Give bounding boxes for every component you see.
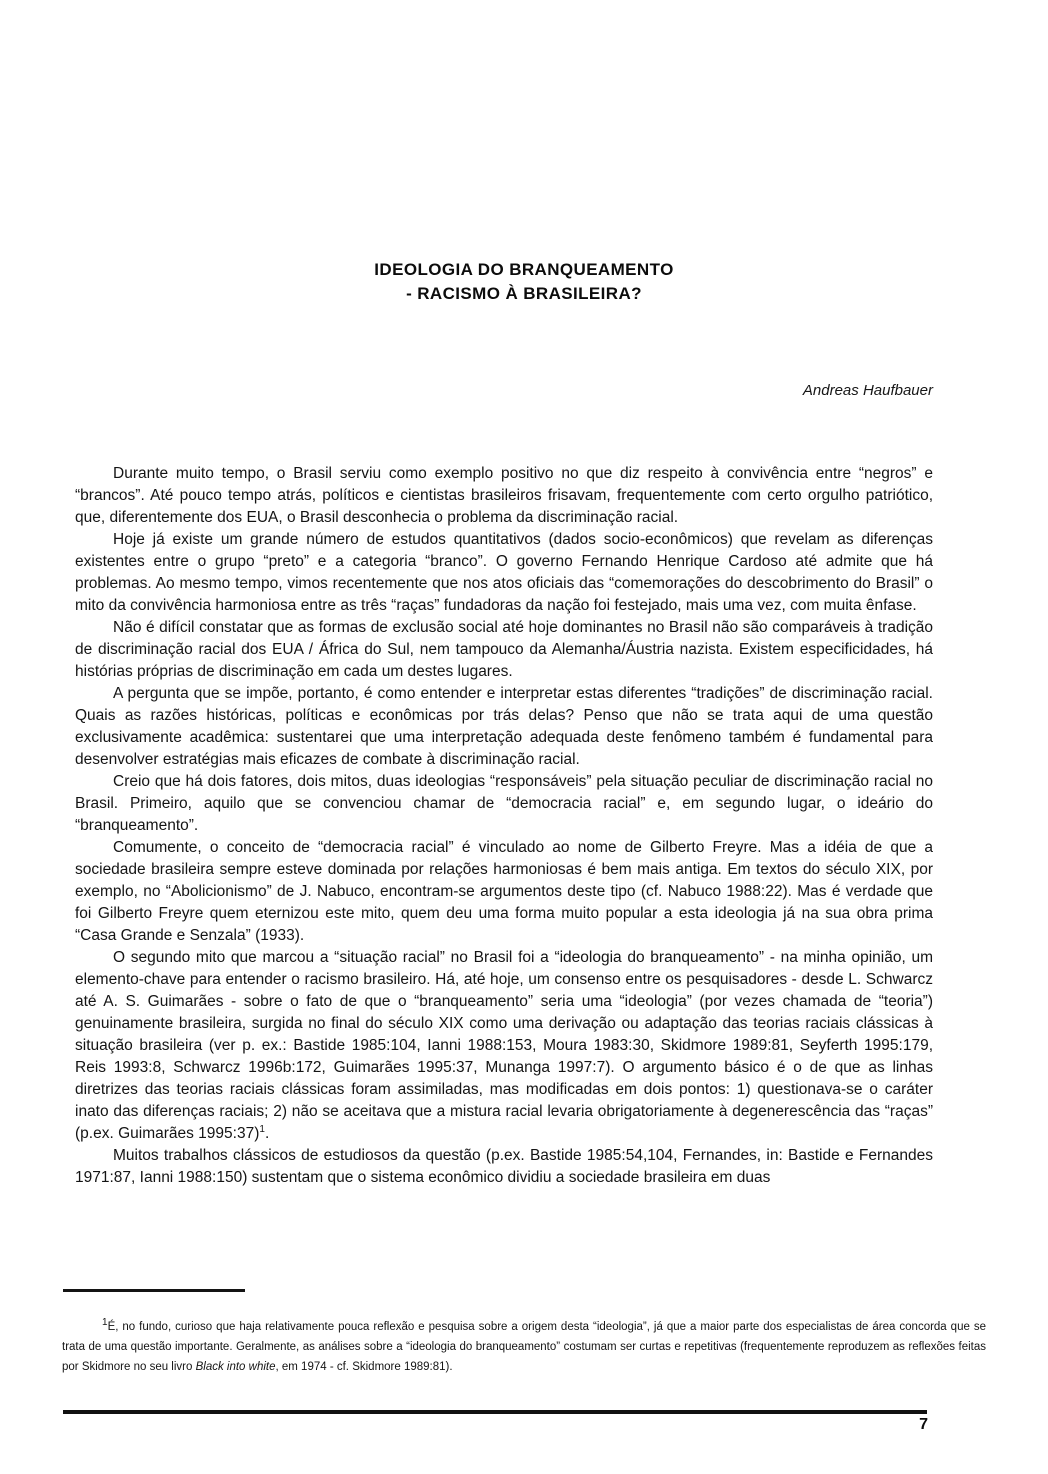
author-name: Andreas Haufbauer [802,382,933,399]
footnote-reference-marker: 1 [259,1123,265,1135]
paper-title-line-2: - RACISMO À BRASILEIRA? [406,284,642,303]
paragraph-6: Comumente, o conceito de “democracia racial” é vinculado ao nome de Gilberto Freyre. Mas a idéia de que a sociedade brasileira sempre esteve dominada por relações harmoniosas é bem mais antiga. Em textos do século XIX, por exemplo, no “Abolicionismo” de J. Nabuco, encontram-se argumentos deste tipo (cf. Nabuco 1988:22). Mas é verdade que foi Gilberto Freyre quem eternizou este mito, quem deu uma forma muito popular a esta ideologia já na sua obra prima “Casa Grande e Senzala” (1933). [75,839,933,944]
paragraph-4: A pergunta que se impõe, portanto, é como entender e interpretar estas diferentes “tradições” de discriminação racial. Quais as razões históricas, políticas e econômicas por trás delas? Penso que não se trata aqui de uma questão exclusivamente acadêmica: sustentarei que uma interpretação adequada deste fenômeno também é fundamental para desenvolver estratégias mais eficazes de combate à discriminação racial. [75,685,933,768]
paragraph-1: Durante muito tempo, o Brasil serviu como exemplo positivo no que diz respeito à convivência entre “negros” e “brancos”. Até pouco tempo atrás, políticos e cientistas brasileiros frisavam, frequentemente com certo orgulho patriótico, que, diferentemente dos EUA, o Brasil desconhecia o problema da discriminação racial. [75,465,933,526]
paragraph-3: Não é difícil constatar que as formas de exclusão social até hoje dominantes no Brasil não são comparáveis à tradição de discriminação racial dos EUA / África do Sul, nem tampouco da Alemanha/Áustria nazista. Existem especificidades, há histórias próprias de discriminação em cada um destes lugares. [75,619,933,680]
footnote-separator-rule [63,1289,245,1292]
paragraph-8: Muitos trabalhos clássicos de estudiosos da questão (p.ex. Bastide 1985:54,104, Fernandes, in: Bastide e Fernandes 1971:87, Ianni 1988:150) sustentam que o sistema econômico dividiu a sociedade brasileira em duas [75,1147,933,1186]
page-number: 7 [919,1416,928,1433]
paragraph-7-after: . [264,1125,270,1142]
paragraph-2: Hoje já existe um grande número de estudos quantitativos (dados socio-econômicos) que revelam as diferenças existentes entre o grupo “preto” e a categoria “branco”. O governo Fernando Henrique Cardoso até admite que há problemas. Ao mesmo tempo, vimos recentemente que nos atos oficiais das “comemorações do descobrimento do Brasil” o mito da convivência harmoniosa entre as três “raças” fundadoras da nação foi festejado, mais uma vez, com muita ênfase. [75,531,933,614]
paper-title-line-1: IDEOLOGIA DO BRANQUEAMENTO [374,260,674,279]
article-body [75,463,933,1189]
footer-rule [63,1410,927,1414]
footnote-1-marker: 1 [102,1317,108,1329]
footnote-1-text: É, no fundo, curioso que haja relativamente pouca reflexão e pesquisa sobre a origem desta “ideologia”, já que a maior parte dos especialistas de área concorda que se trata de uma questão importante. Geralmente, as análises sobre a “ideologia do branqueamento” costumam ser curtas e repetitivas (frequentemente reproduzem as reflexões feitas por Skidmore no seu livro [62,1321,986,1373]
footnote-1 [62,1317,986,1377]
paragraph-5: Creio que há dois fatores, dois mitos, duas ideologias “responsáveis” pela situação peculiar de discriminação racial no Brasil. Primeiro, aquilo que se convenciou chamar de “democracia racial” e, em segundo lugar, o ideário do “branqueamento”. [75,773,933,834]
footnote-1-text-end: , em 1974 - cf. Skidmore 1989:81). [275,1361,453,1373]
paper-title [0,258,1048,306]
paragraph-7 [75,947,933,1145]
paragraph-7-text: O segundo mito que marcou a “situação racial” no Brasil foi a “ideologia do branqueamento” - na minha opinião, um elemento-chave para entender o racismo brasileiro. Há, até hoje, um consenso entre os pesquisadores - desde L. Schwarcz até A. S. Guimarães - sobre o fato de que o “branqueamento” seria uma “ideologia” (por vezes chamada de “teoria”) genuinamente brasileira, surgida no final do século XIX como uma derivação ou adaptação das teorias raciais clássicas à situação brasileira (ver p. ex.: Bastide 1985:104, Ianni 1988:153, Moura 1983:30, Skidmore 1989:81, Seyferth 1995:179, Reis 1993:8, Schwarcz 1996b:172, Guimarães 1995:37, Munanga 1997:7). O argumento básico é o de que as linhas diretrizes das teorias raciais clássicas foram assimiladas, mas modificadas em dois pontos: 1) questionava-se o caráter inato das diferenças raciais; 2) não se aceitava que a mistura racial levaria obrigatoriamente à degenerescência das “raças” (p.ex. Guimarães 1995:37) [75,949,933,1142]
footnote-1-book-title: Black into white [195,1361,276,1373]
